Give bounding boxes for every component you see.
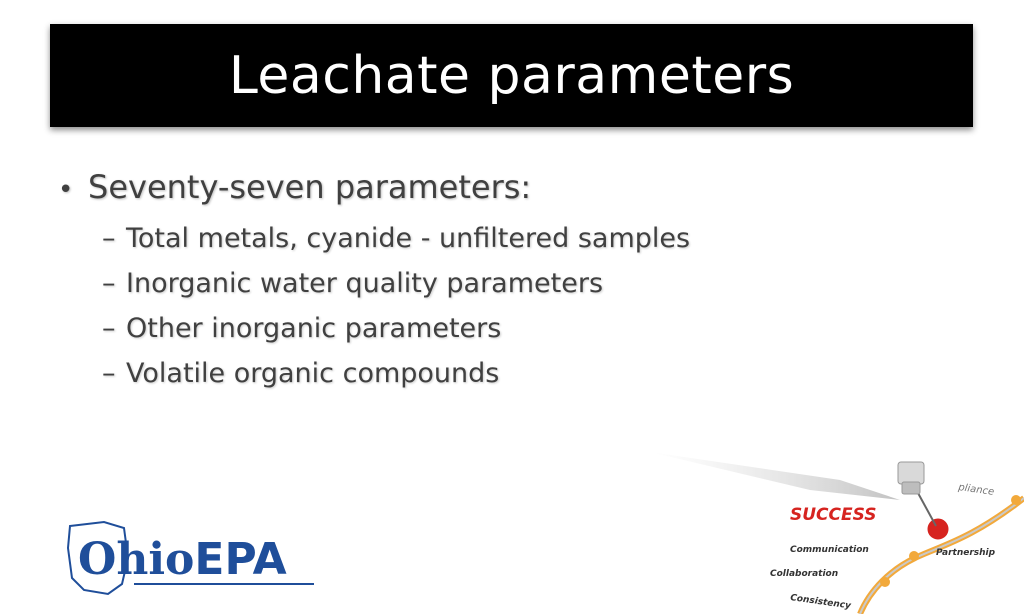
sub-bullet-list [102,216,994,396]
logo-hio: hio [116,534,195,585]
compliance-label: pliance [957,482,995,498]
logo-epa: EPA [194,534,287,585]
dash-icon: – [102,268,116,299]
dash-icon: – [102,223,116,254]
logo-o: O [78,534,117,585]
dash-icon: – [102,358,116,389]
communication-label: Communication [790,545,869,555]
success-path-graphic [640,440,1024,614]
main-bullet-text: Seventy-seven parameters: [88,168,532,206]
sub-bullet-text: Total metals, cyanide - unfiltered samples [126,223,691,254]
main-bullet [58,168,994,206]
sub-bullet [102,306,994,351]
success-label: SUCCESS [790,505,877,525]
waypoint-icon [909,551,919,561]
sub-bullet [102,216,994,261]
sub-bullet-text: Volatile organic compounds [126,358,500,389]
pushpin-icon [898,462,936,526]
ohio-epa-logo [64,518,324,598]
bullet-dot-icon: • [58,175,74,205]
sub-bullet [102,351,994,396]
consistency-label: Consistency [789,593,852,612]
waypoint-icon [1011,495,1021,505]
title-bar [50,24,973,127]
slide-title: Leachate parameters [228,45,795,106]
sub-bullet-text: Other inorganic parameters [126,313,502,344]
collaboration-label: Collaboration [770,569,839,579]
success-marker-icon [926,517,950,541]
logo-wordmark [78,534,287,585]
pin-shadow [650,452,900,500]
dash-icon: – [102,313,116,344]
sub-bullet-text: Inorganic water quality parameters [126,268,604,299]
sub-bullet [102,261,994,306]
partnership-label: Partnership [936,548,996,558]
waypoint-icon [880,577,890,587]
slide-content [58,168,994,396]
